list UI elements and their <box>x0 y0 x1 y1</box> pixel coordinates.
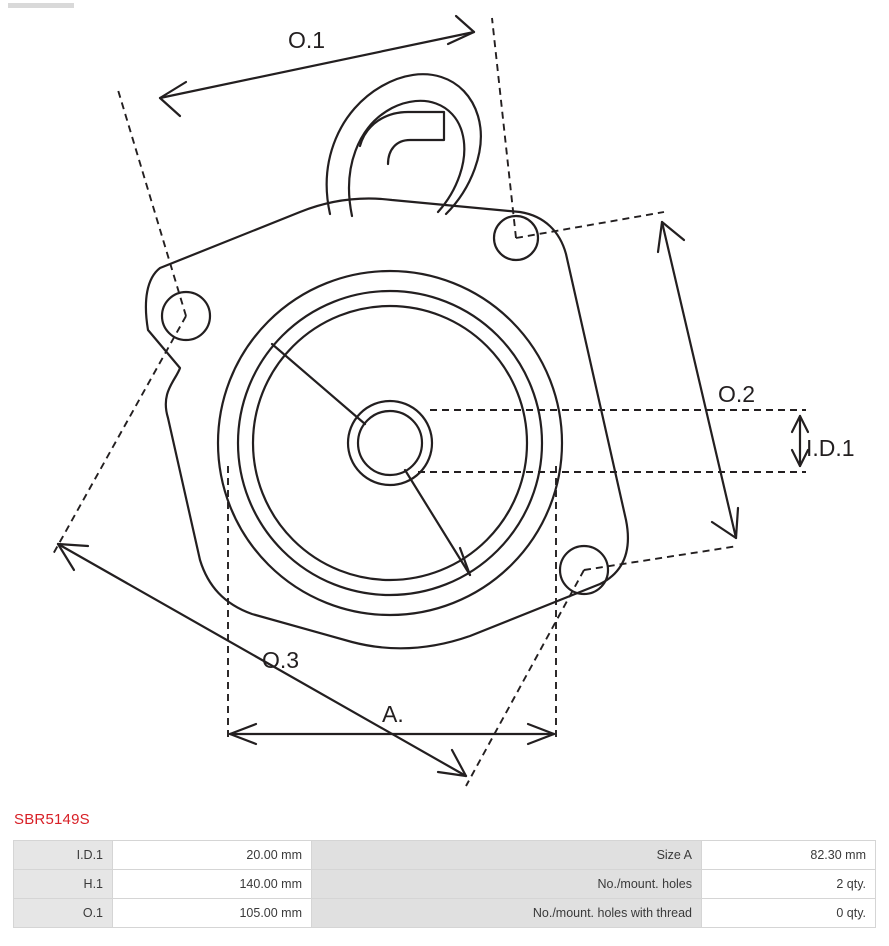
table-row <box>14 870 876 899</box>
spoke-upper <box>272 344 365 424</box>
spec-value-right: 82.30 mm <box>702 841 876 870</box>
flange-outer-circle <box>218 271 562 615</box>
ext-line-o1-left <box>118 90 186 316</box>
dim-arrow-o3-top <box>58 544 88 570</box>
spoke-lower <box>405 470 470 575</box>
spec-label-right: Size A <box>312 841 702 870</box>
dim-arrow-o1-left <box>160 82 186 116</box>
ext-line-o3-lower <box>466 570 584 786</box>
spec-label-left: O.1 <box>14 899 113 928</box>
spec-value-right: 0 qty. <box>702 899 876 928</box>
spec-value-right: 2 qty. <box>702 870 876 899</box>
part-number: SBR5149S <box>14 811 90 828</box>
flange-inner-circle <box>253 306 527 580</box>
spec-value-left: 140.00 mm <box>113 870 312 899</box>
dim-label-o1: O.1 <box>288 27 326 53</box>
ext-line-o3-upper <box>52 316 186 556</box>
spec-label-left: H.1 <box>14 870 113 899</box>
spec-label-right: No./mount. holes <box>312 870 702 899</box>
ext-line-o1-right <box>492 18 516 238</box>
dim-label-a: A. <box>382 701 404 727</box>
dim-label-id1: I.D.1 <box>806 435 855 461</box>
table-row <box>14 841 876 870</box>
dim-line-o2 <box>662 222 736 538</box>
table-row <box>14 899 876 928</box>
center-bore-inner <box>358 411 422 475</box>
dim-arrow-o1-right <box>448 16 474 44</box>
flange-mid-circle <box>238 291 542 595</box>
spec-value-left: 20.00 mm <box>113 841 312 870</box>
spec-label-right: No./mount. holes with thread <box>312 899 702 928</box>
dim-label-o3: O.3 <box>262 647 300 673</box>
spec-value-left: 105.00 mm <box>113 899 312 928</box>
dim-arrow-o2-top <box>658 222 684 252</box>
top-lug-notch <box>360 112 444 164</box>
dim-label-o2: O.2 <box>718 381 756 407</box>
specifications-table <box>13 840 876 928</box>
spec-label-left: I.D.1 <box>14 841 113 870</box>
